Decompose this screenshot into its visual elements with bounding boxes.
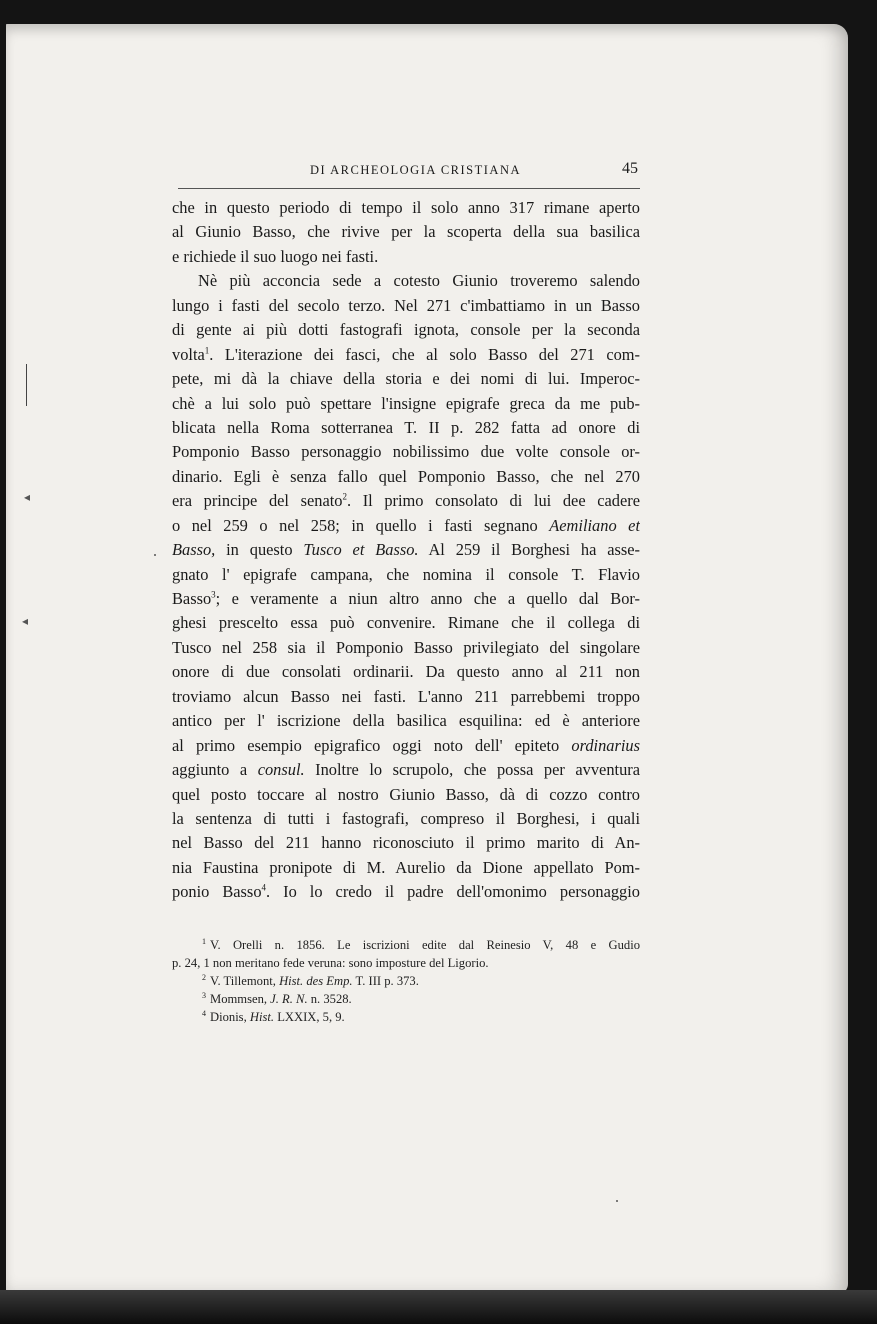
- text-line: volta$^1$. L'iterazione dei fasci, che al solo Basso del 271 com-: [172, 344, 640, 364]
- running-header: [178, 160, 640, 182]
- footnote: $^4$ Dionis, Hist. LXXIX, 5, 9.: [202, 1008, 345, 1024]
- footnote-mark: 3: [202, 990, 206, 1000]
- text-line: Tusco nel 258 sia il Pomponio Basso privilegiato del singolare: [172, 637, 640, 657]
- footnote-mark: 4: [202, 1008, 206, 1018]
- footnote-ref: 1: [204, 345, 210, 356]
- text-line: era principe del senato$^2$. Il primo consolato di lui dee cadere: [172, 491, 640, 511]
- body-text: [172, 196, 640, 905]
- page-speck: [154, 554, 156, 556]
- text-line: lungo i fasti del secolo terzo. Nel 271 c'imbattiamo in un Basso: [172, 295, 640, 315]
- text-line: gnato l' epigrafe campana, che nomina il console T. Flavio: [172, 564, 640, 584]
- margin-mark-arrow: ◂: [24, 490, 31, 504]
- text-line: al Giunio Basso, che rivive per la scoperta della sua basilica: [172, 222, 640, 242]
- text-line: chè a lui solo può spettare l'insigne epigrafe greca da me pub-: [172, 393, 640, 413]
- footnote: $^1$ V. Orelli n. 1856. Le iscrizioni edite dal Reinesio V, 48 e Gudio: [202, 936, 640, 952]
- text-line: quel posto toccare al nostro Giunio Basso, dà di cozzo contro: [172, 784, 640, 804]
- footnote-continuation: p. 24, 1 non meritano fede veruna: sono imposture del Ligorio.: [172, 956, 489, 970]
- footnote-ref: 3: [211, 589, 216, 600]
- text-line: che in questo periodo di tempo il solo anno 317 rimane aperto: [172, 198, 640, 217]
- header-rule: [178, 188, 640, 189]
- text-line: Basso$^3$; e veramente a niun altro anno che a quello dal Bor-: [172, 589, 640, 608]
- scan-bottom-shadow: [0, 1290, 877, 1324]
- text-line: la sentenza di tutti i fastografi, compreso il Borghesi, i quali: [172, 808, 640, 828]
- italic-text: Hist.: [249, 1010, 275, 1024]
- italic-text: Aemiliano et: [549, 515, 640, 535]
- text-line: e richiede il suo luogo nei fasti.: [172, 246, 379, 266]
- footnote-mark: 2: [202, 972, 206, 982]
- footnote: $^3$ Mommsen, J. R. N. n. 3528.: [202, 990, 352, 1006]
- text-line: nia Faustina pronipote di M. Aurelio da Dione appellato Pom-: [172, 857, 640, 877]
- text-line: Nè più acconcia sede a cotesto Giunio troveremo salendo: [198, 271, 640, 291]
- text-line: Pomponio Basso personaggio nobilissimo due volte console or-: [172, 442, 640, 462]
- text-line: al primo esempio epigrafico oggi noto dell' epiteto ordinarius: [172, 735, 640, 755]
- italic-text: ordinarius: [571, 735, 640, 755]
- page-number: 45: [622, 160, 638, 177]
- footnote-mark: 1: [202, 936, 206, 946]
- page-speck: [616, 1200, 618, 1202]
- text-line: di gente ai più dotti fastografi ignota, console per la seconda: [172, 320, 640, 340]
- italic-text: Tusco et Basso.: [303, 540, 419, 560]
- text-line: pete, mi dà la chiave della storia e dei nomi di lui. Imperoc-: [172, 369, 640, 389]
- text-line: aggiunto a consul. Inoltre lo scrupolo, che possa per avventura: [172, 760, 640, 780]
- text-line: antico per l' iscrizione della basilica esquilina: ed è anteriore: [172, 711, 640, 731]
- text-line: Basso, in questo Tusco et Basso. Al 259 il Borghesi ha asse-: [172, 540, 640, 560]
- text-line: onore di due consolati ordinarii. Da questo anno al 211 non: [172, 662, 640, 682]
- footnote-ref: 4: [261, 882, 267, 893]
- text-line: dinario. Egli è senza fallo quel Pomponio Basso, che nel 270: [172, 466, 640, 486]
- italic-text: Hist. des Emp.: [279, 974, 353, 988]
- text-line: troviamo alcun Basso nei fasti. L'anno 211 parrebbemi troppo: [172, 686, 640, 706]
- margin-mark-line: [26, 364, 27, 406]
- footnote-ref: 2: [342, 491, 347, 502]
- running-title: DI ARCHEOLOGIA CRISTIANA: [310, 163, 521, 177]
- text-line: ponio Basso$^4$. Io lo credo il padre dell'omonimo personaggio: [172, 882, 640, 902]
- italic-text: consul.: [257, 760, 305, 780]
- text-line: nel Basso del 211 hanno riconosciuto il primo marito di An-: [172, 833, 640, 853]
- text-line: o nel 259 o nel 258; in quello i fasti segnano Aemiliano et: [172, 515, 640, 535]
- margin-mark-arrow: ◂: [22, 614, 29, 628]
- text-line: blicata nella Roma sotterranea T. II p. 282 fatta ad onore di: [172, 417, 640, 437]
- footnote: $^2$ V. Tillemont, Hist. des Emp. T. III p. 373.: [202, 972, 419, 988]
- text-line: ghesi prescelto essa può convenire. Rimane che il collega di: [172, 613, 640, 633]
- footnotes: [172, 936, 640, 1026]
- italic-text: J. R. N.: [270, 992, 308, 1006]
- italic-text: Basso,: [172, 540, 216, 560]
